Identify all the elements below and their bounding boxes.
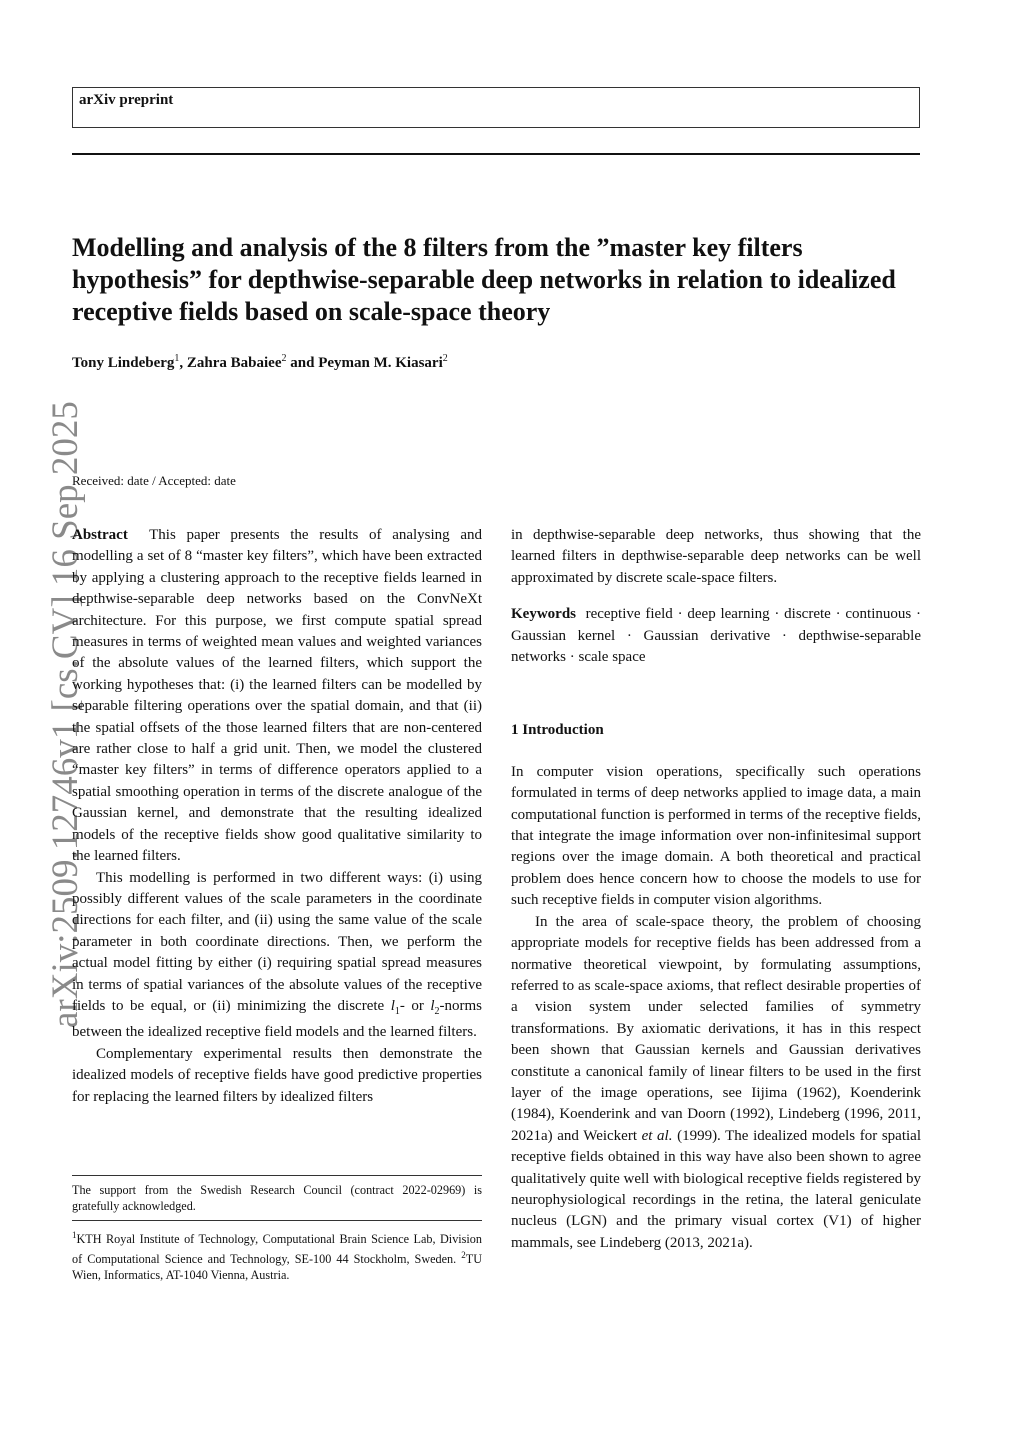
- author-name: Peyman M. Kiasari: [318, 355, 443, 371]
- abstract-paragraph: [72, 1044, 482, 1108]
- affiliation-mark: 1: [72, 1230, 77, 1240]
- received-date: Received: date / Accepted: date: [72, 473, 236, 488]
- affiliation-footnote: [72, 1220, 482, 1283]
- abstract-label: Abstract: [72, 527, 128, 543]
- preprint-label: arXiv preprint: [79, 92, 174, 108]
- footnotes: [72, 1175, 482, 1283]
- affiliation-mark: 2: [461, 1250, 466, 1261]
- abstract-text: This paper presents the results of analysing and modelling a set of 8 “master key filters”, which have been extracted by applying a clustering approach to the receptive fields learned in depthwise-separable deep networks based on the ConvNeXt architecture. For this purpose, we first compute spatial spread measures in terms of weighted mean values and weighted variances of the absolute values of the learned filters, which support the working hypotheses that: (i) the learned filters can be modelled by separable filtering operations over the spatial domain, and that (ii) the spatial offsets of the those learned filters that are non-centered are rather close to half a grid unit. Then, we model the clustered “master key filters” in terms of difference operators applied to a spatial smoothing operation in terms of the discrete analogue of the Gaussian kernel, and demonstrate that the resulting idealized models of the receptive fields show good qualitative similarity to the learned filters.: [72, 527, 482, 865]
- abstract-paragraph: [72, 868, 482, 1044]
- abstract-text: -norms between the idealized receptive field models and the learned filters.: [72, 997, 482, 1041]
- author-name: Zahra Babaiee: [186, 355, 282, 371]
- author-separator: and: [286, 355, 319, 371]
- preprint-header-box: [72, 87, 920, 128]
- math-l1: [390, 997, 400, 1017]
- funding-footnote: The support from the Swedish Research Council (contract 2022-02969) is gratefully acknowledged.: [72, 1183, 482, 1213]
- body-paragraph: [511, 912, 921, 1255]
- math-subscript: 2: [434, 1005, 440, 1017]
- body-paragraph: In computer vision operations, specifically such operations formulated in terms of deep networks applied to image data, a main computational function is performed in terms of the receptive fields, that integrate the image information over non-infinitesimal support regions over the image domain. A both theoretical and practical problem does hence concern how to choose the models to use for such receptive fields in computer vision algorithms.: [511, 763, 921, 909]
- math-symbol: l: [430, 997, 435, 1014]
- left-column: [72, 525, 482, 1108]
- section-heading-introduction: 1 Introduction: [511, 722, 604, 739]
- affiliation-mark: 2: [281, 353, 287, 364]
- math-subscript: 1: [394, 1005, 400, 1017]
- body-text: (1999). The idealized models for spatial receptive fields obtained in this way have also been shown to agree qualitatively quite well with biological receptive fields registered by neurophysiological recordings in the retina, the lateral geniculate nucleus (LGN) and the primary visual cortex (V1) of higher mammals, see Lindeberg (2013, 2021a).: [511, 1127, 921, 1251]
- math-l2: [430, 997, 440, 1017]
- affiliation-mark: 2: [442, 353, 448, 364]
- affiliation-text: TU Wien, Informatics, AT-1040 Vienna, Austria.: [72, 1252, 482, 1283]
- abstract-text: Complementary experimental results then demonstrate the idealized models of receptive fields have good predictive properties for replacing the learned filters by idealized filters: [72, 1045, 482, 1105]
- abstract-text: This modelling is performed in two different ways: (i) using possibly different values of the scale parameters in the coordinate directions for each filter, and (ii) using the same value of the scale parameter in both coordinate directions. Then, we perform the actual model fitting by either (i) requiring spatial spread measures in terms of spatial variances of the absolute values of the receptive fields to be equal, or (ii) minimizing the discrete: [72, 869, 482, 1014]
- affiliation-mark: 1: [174, 353, 180, 364]
- author-name: Tony Lindeberg: [72, 355, 175, 371]
- author-list: [72, 353, 448, 372]
- author-separator: ,: [179, 355, 187, 371]
- math-symbol: l: [390, 997, 395, 1014]
- arxiv-identifier-stamp: arXiv:2509.12746v1 [cs.CV] 16 Sep 2025: [45, 401, 86, 1028]
- abstract-text: - or: [399, 997, 431, 1014]
- paper-title: Modelling and analysis of the 8 filters from the ”master key filters hypothesis” for depthwise-separable deep networks in relation to idealized receptive fields based on scale-space theory: [72, 233, 896, 326]
- body-text-italic: et al.: [641, 1127, 673, 1144]
- keywords-label: Keywords: [511, 606, 576, 623]
- header-rule: [72, 153, 920, 155]
- affiliation-text: KTH Royal Institute of Technology, Computational Brain Science Lab, Division of Computational Science and Technology, SE-100 44 Stockholm, Sweden.: [72, 1232, 482, 1267]
- keywords-text: receptive field · deep learning · discrete · continuous · Gaussian kernel · Gaussian derivative · depthwise-separable networks · scale space: [511, 606, 921, 666]
- body-text: In the area of scale-space theory, the problem of choosing appropriate models for receptive fields has been addressed from a normative theoretical viewpoint, by formulating assumptions, referred to as scale-space axioms, that reflect desirable properties of a vision system under selected families of symmetry transformations. By axiomatic derivations, it has in this respect been shown that Gaussian kernels and Gaussian derivatives constitute a canonical family of linear filters to be used in the first layer of the image operations, see Iijima (1962), Koenderink (1984), Koenderink and van Doorn (1992), Lindeberg (1996, 2011, 2021a) and Weickert: [511, 913, 921, 1144]
- right-column: [511, 525, 921, 1254]
- abstract-paragraph: [72, 525, 482, 868]
- keywords-paragraph: [511, 604, 921, 668]
- abstract-continuation: in depthwise-separable deep networks, thus showing that the learned filters in depthwise-separable deep networks can be well approximated by discrete scale-space filters.: [511, 527, 921, 586]
